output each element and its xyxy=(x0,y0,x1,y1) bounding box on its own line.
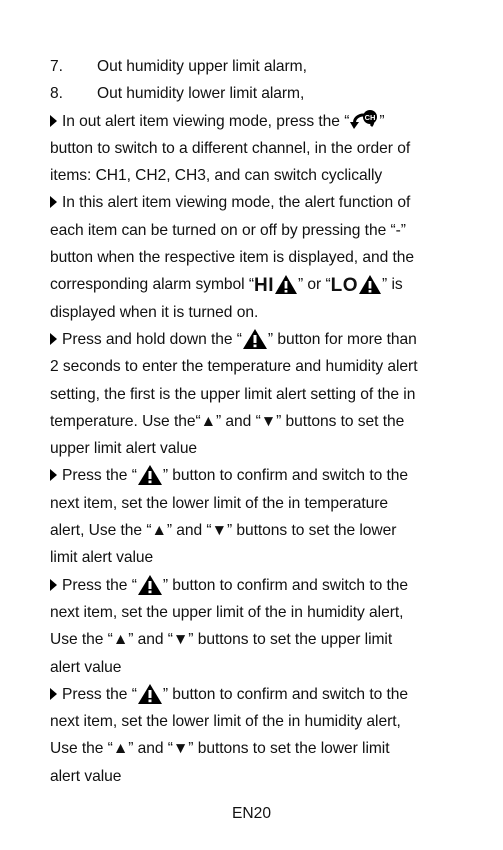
text: ” button to confirm and switch to the xyxy=(162,467,409,485)
paragraph-line: button to switch to a different channel, in the order of xyxy=(50,139,411,157)
text: ” or “ xyxy=(298,276,331,294)
right-triangle-bullet-icon xyxy=(50,333,57,345)
paragraph-line: 2 seconds to enter the temperature and humidity alert xyxy=(50,358,418,376)
text: corresponding alarm symbol “ xyxy=(50,276,254,294)
text: Press and hold down the “ xyxy=(62,330,242,348)
alert-warning-icon xyxy=(137,574,163,596)
paragraph-line: alert value xyxy=(50,767,122,785)
paragraph-line: upper limit alert value xyxy=(50,440,198,458)
alert-warning-icon xyxy=(358,274,382,295)
list-number: 7. xyxy=(50,58,63,75)
list-item xyxy=(50,53,450,80)
paragraph-line: next item, set the upper limit of the in humidity alert, xyxy=(50,603,404,621)
paragraph-line: alert, Use the “▲” and “▼” buttons to set the lower xyxy=(50,522,397,540)
paragraph-line: limit alert value xyxy=(50,549,154,567)
list-item xyxy=(50,80,450,107)
hi-alarm-label: HI xyxy=(254,275,274,297)
paragraph-line: each item can be turned on or off by pressing the “-” xyxy=(50,221,406,239)
text: ” button to confirm and switch to the xyxy=(162,576,409,594)
paragraph-line: displayed when it is turned on. xyxy=(50,303,259,321)
right-triangle-bullet-icon xyxy=(50,579,57,591)
text: Press the “ xyxy=(62,685,137,703)
paragraph-line xyxy=(50,572,450,599)
paragraph-line: setting, the first is the upper limit alert setting of the in xyxy=(50,385,416,403)
text: Press the “ xyxy=(62,467,137,485)
page-content xyxy=(50,53,450,790)
right-triangle-bullet-icon xyxy=(50,115,57,127)
paragraph-line xyxy=(50,271,450,298)
list-text: Out humidity upper limit alarm, xyxy=(97,58,307,75)
paragraph-line: alert value xyxy=(50,658,122,676)
text: ” is xyxy=(382,276,403,294)
list-number: 8. xyxy=(50,85,63,103)
paragraph-line: Use the “▲” and “▼” buttons to set the lower limit xyxy=(50,740,390,758)
paragraph-line: next item, set the lower limit of the in humidity alert, xyxy=(50,713,401,731)
paragraph-line xyxy=(50,681,450,708)
paragraph-line: items: CH1, CH2, CH3, and can switch cyclically xyxy=(50,167,383,185)
text: ” button for more than xyxy=(267,330,417,348)
paragraph-line: next item, set the lower limit of the in temperature xyxy=(50,494,389,512)
paragraph-line: button when the respective item is displayed, and the xyxy=(50,249,415,267)
text: ” button to confirm and switch to the xyxy=(162,685,409,703)
channel-cycle-icon xyxy=(349,110,379,132)
text: ” xyxy=(379,112,385,130)
text: In out alert item viewing mode, press the “ xyxy=(62,112,350,130)
alert-warning-icon xyxy=(137,464,163,486)
text: In this alert item viewing mode, the alert function of xyxy=(62,194,411,212)
right-triangle-bullet-icon xyxy=(50,469,57,481)
text: Press the “ xyxy=(62,576,137,594)
paragraph-line xyxy=(50,108,450,135)
page-number: EN20 xyxy=(231,805,271,822)
alert-warning-icon xyxy=(242,328,268,350)
channel-icon-label: CH xyxy=(364,112,376,122)
alert-warning-icon xyxy=(274,274,298,295)
paragraph-line xyxy=(50,189,450,216)
paragraph-line xyxy=(50,462,450,489)
right-triangle-bullet-icon xyxy=(50,196,57,208)
paragraph-line: Use the “▲” and “▼” buttons to set the upper limit xyxy=(50,631,393,649)
paragraph-line: temperature. Use the“▲” and “▼” buttons to set the xyxy=(50,412,405,430)
list-text: Out humidity lower limit alarm, xyxy=(97,85,305,103)
right-triangle-bullet-icon xyxy=(50,688,57,700)
paragraph-line xyxy=(50,326,450,353)
alert-warning-icon xyxy=(137,683,163,705)
lo-alarm-label: LO xyxy=(330,275,359,297)
